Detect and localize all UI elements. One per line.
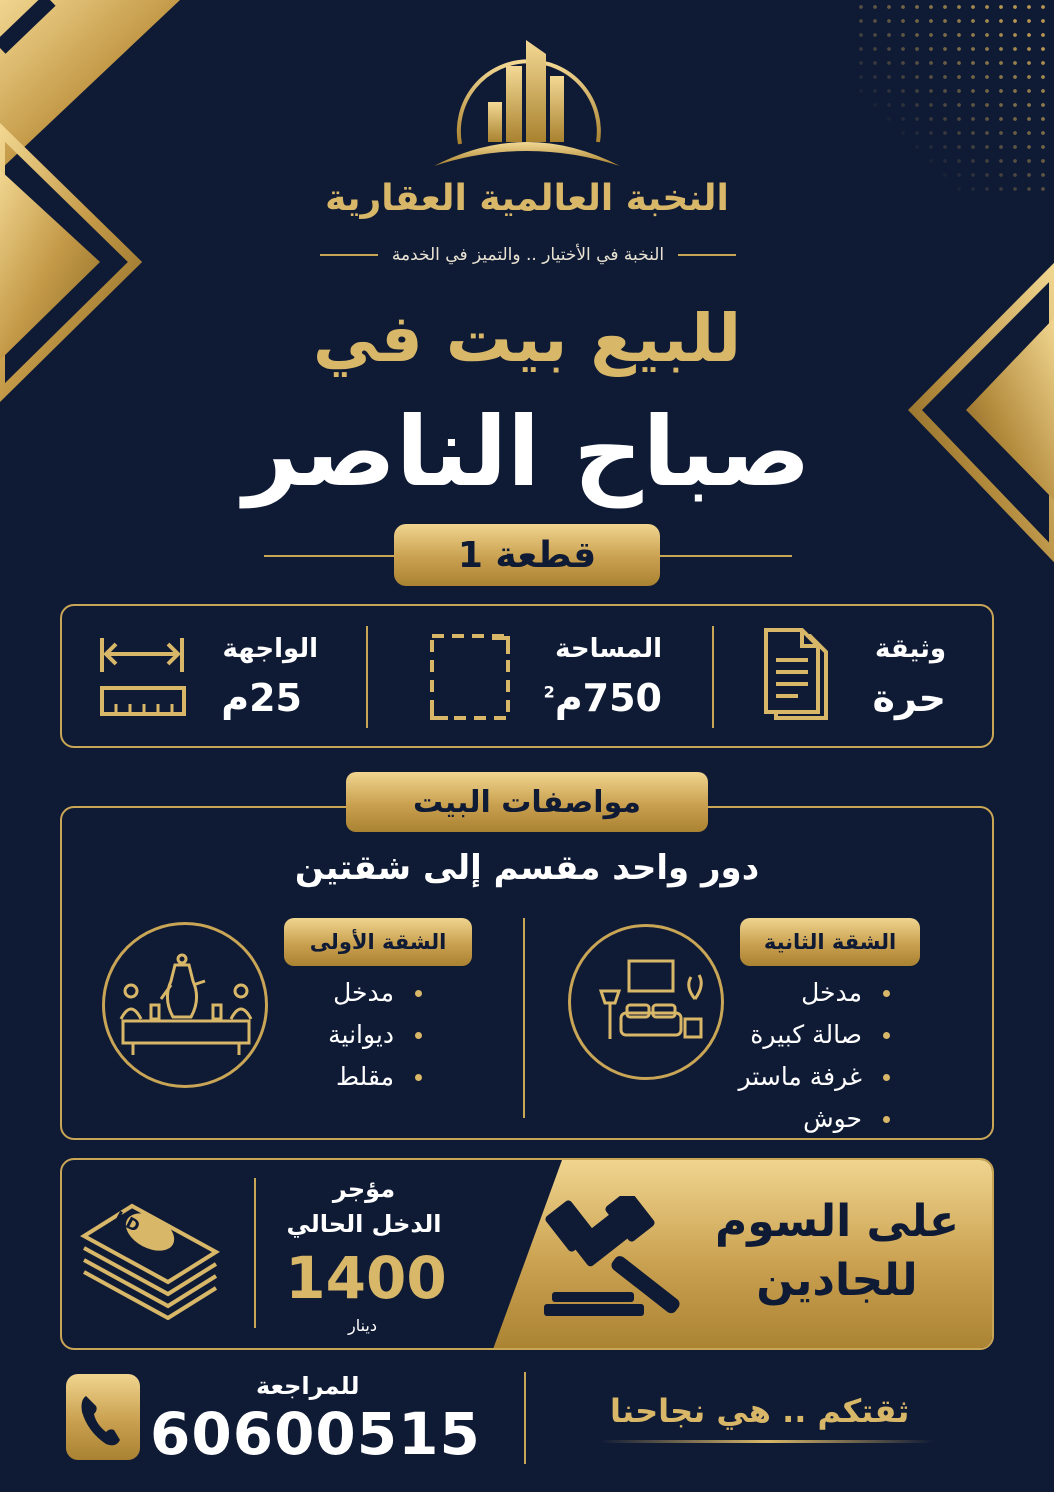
divider <box>366 626 368 728</box>
divider <box>320 254 378 256</box>
area-name: صباح الناصر <box>243 396 811 508</box>
motto-underline <box>600 1440 934 1443</box>
building-logo-icon <box>430 26 624 176</box>
specs-subtitle: دور واحد مقسم إلى شقتين <box>294 848 760 888</box>
divider <box>712 626 714 728</box>
stat-frontage <box>62 606 362 746</box>
motto: ثقتكم .. هي نجاحنا <box>610 1392 910 1430</box>
rent-label-line2: الدخل الحالي <box>286 1209 442 1238</box>
gavel-icon <box>544 1196 694 1320</box>
dot-pattern <box>854 0 1054 200</box>
rent-unit: دينار <box>348 1316 378 1335</box>
list-item: مدخل <box>674 972 894 1014</box>
divider <box>523 918 525 1118</box>
rent-label-line1: مؤجر <box>332 1175 396 1203</box>
list-item: مقلط <box>276 1056 426 1098</box>
phone-icon[interactable] <box>66 1374 140 1460</box>
specs-title: مواصفات البيت <box>346 772 708 832</box>
block-badge: قطعة 1 <box>394 524 660 586</box>
stat-area <box>362 606 702 746</box>
list-item: حوش <box>674 1098 894 1140</box>
block-row <box>264 524 792 588</box>
ruler-icon <box>98 634 188 724</box>
apartment-second-title: الشقة الثانية <box>740 918 920 966</box>
list-item: ديوانية <box>276 1014 426 1056</box>
stat-value: 25م <box>221 676 302 720</box>
list-item: غرفة ماستر <box>674 1056 894 1098</box>
auction-line1: على السوم <box>714 1196 960 1247</box>
slogan-row <box>320 240 736 270</box>
phone-number[interactable]: 60600515 <box>150 1400 481 1468</box>
list-item: صالة كبيرة <box>674 1014 894 1056</box>
divider <box>524 1372 526 1464</box>
stat-label: المساحة <box>555 634 662 664</box>
for-sale-heading: للبيع بيت في <box>312 300 742 377</box>
stat-value: حرة <box>872 676 946 720</box>
rent-label <box>274 1172 454 1242</box>
stat-document <box>692 606 992 746</box>
stat-label: وثيقة <box>874 634 946 664</box>
money-stack-icon <box>78 1180 222 1320</box>
auction-text <box>692 1192 982 1311</box>
divider <box>254 1178 256 1328</box>
stats-panel <box>60 604 994 748</box>
apartment-first-title: الشقة الأولى <box>284 918 472 966</box>
rent-value: 1400 <box>285 1244 447 1312</box>
stat-value <box>544 676 662 720</box>
apartment-first-list <box>276 972 426 1098</box>
living-room-icon <box>568 924 724 1080</box>
divider <box>652 555 792 557</box>
contact-label: للمراجعة <box>256 1372 360 1400</box>
list-item: مدخل <box>276 972 426 1014</box>
auction-line2: للجادين <box>756 1255 918 1307</box>
slogan: النخبة في الأختيار .. والتميز في الخدمة <box>391 245 665 265</box>
currency-badge: KD <box>111 1207 144 1237</box>
majlis-icon <box>102 922 268 1088</box>
area-icon <box>422 626 518 726</box>
brand-name: النخبة العالمية العقارية <box>325 178 729 219</box>
area-value: 750م <box>554 676 662 720</box>
stat-label: الواجهة <box>222 634 318 664</box>
document-icon <box>762 626 838 726</box>
area-superscript: 2 <box>543 682 555 702</box>
divider <box>678 254 736 256</box>
divider <box>264 555 404 557</box>
